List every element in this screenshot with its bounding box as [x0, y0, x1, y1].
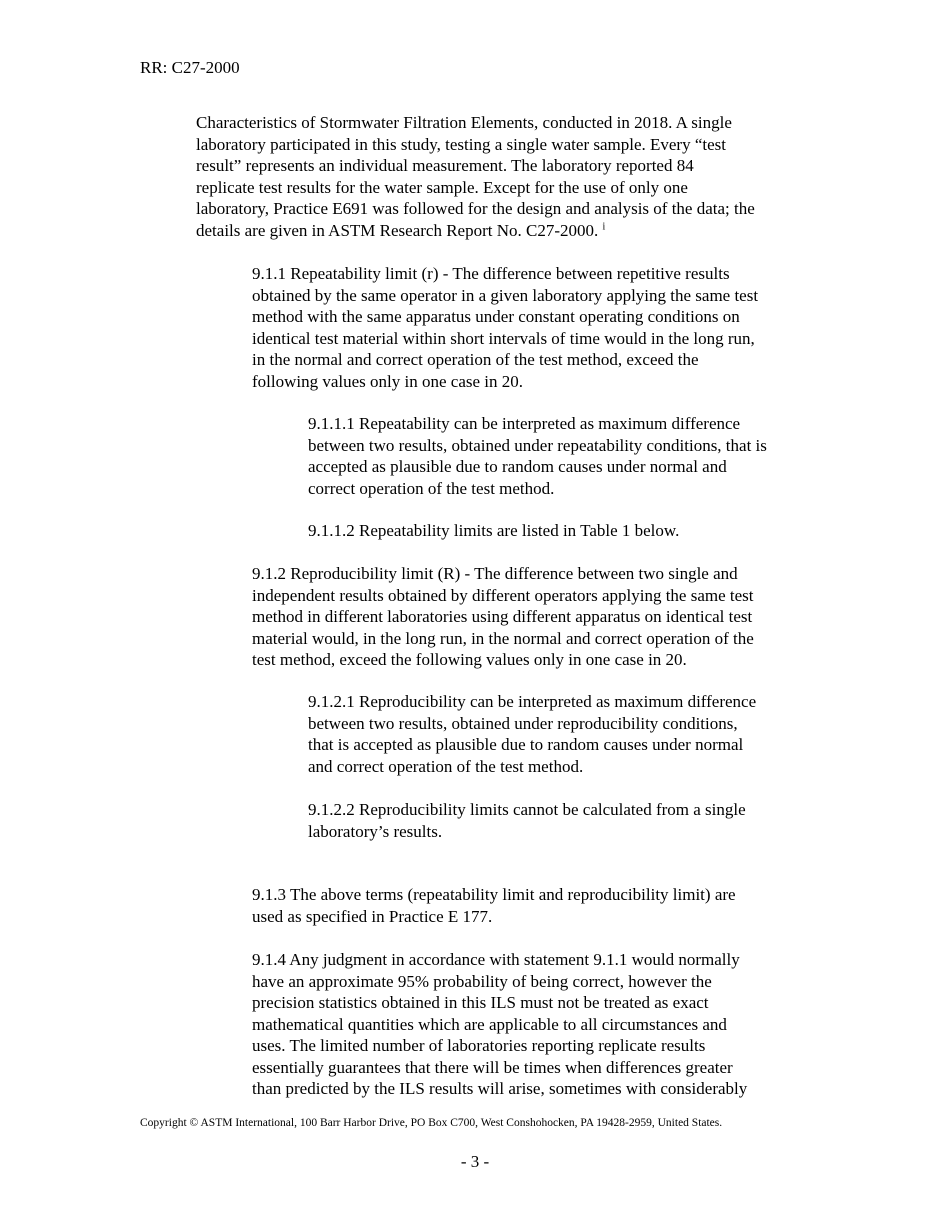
section-9-1-1-1: 9.1.1.1 Repeatability can be interpreted as maximum difference between two results, obtained under repeatability conditions, that is accepted as plausible due to random causes under normal and correct operation of the test method. [308, 414, 767, 498]
section-9-1-1: 9.1.1 Repeatability limit (r) - The difference between repetitive results obtained by the same operator in a given laboratory applying the same test method with the same apparatus under constant operating conditions on identical test material within short intervals of time would in the long run, in the normal and correct operation of the test method, exceed the following values only in one case in 20. [252, 264, 759, 391]
section-9-1-4: 9.1.4 Any judgment in accordance with statement 9.1.1 would normally have an approximate 95% probability of being correct, however the precision statistics obtained in this ILS must not be treated as exact mathematical quantities which are applicable to all circumstances and uses. The limited number of laboratories reporting replicate results essentially guarantees that there will be times when differences greater than predicted by the ILS results will arise, sometimes with considerably [252, 950, 748, 1098]
intro-text: Characteristics of Stormwater Filtration Elements, conducted in 2018. A single laboratory participated in this study, testing a single water sample. Every “test result” represents an individual measurement. The laboratory reported 84 replicate test results for the water sample. Except for the use of only one laboratory, Practice E691 was followed for the design and analysis of the data; the details are given in ASTM Research Report No. C27-2000. [196, 113, 755, 240]
section-9-1-1-2: 9.1.1.2 Repeatability limits are listed in Table 1 below. [308, 521, 680, 540]
intro-paragraph [196, 112, 836, 241]
section-9-1-2: 9.1.2 Reproducibility limit (R) - The difference between two single and independent results obtained by different operators applying the same test method in different laboratories using different apparatus on identical test material would, in the long run, in the normal and correct operation of the test method, exceed the following values only in one case in 20. [252, 564, 754, 669]
page-number: - 3 - [460, 1152, 490, 1171]
section-9-1-2-2: 9.1.2.2 Reproducibility limits cannot be calculated from a single laboratory’s results. [308, 800, 746, 841]
copyright-footer: Copyright © ASTM International, 100 Barr Harbor Drive, PO Box C700, West Conshohocken, PA 19428-2959, United States. [140, 1117, 723, 1129]
report-header: RR: C27-2000 [140, 58, 240, 77]
endnote-marker: i [602, 220, 606, 232]
section-9-1-3: 9.1.3 The above terms (repeatability limit and reproducibility limit) are used as specified in Practice E 177. [252, 885, 736, 926]
section-9-1-2-1: 9.1.2.1 Reproducibility can be interpreted as maximum difference between two results, obtained under reproducibility conditions, that is accepted as plausible due to random causes under normal and correct operation of the test method. [308, 692, 757, 776]
